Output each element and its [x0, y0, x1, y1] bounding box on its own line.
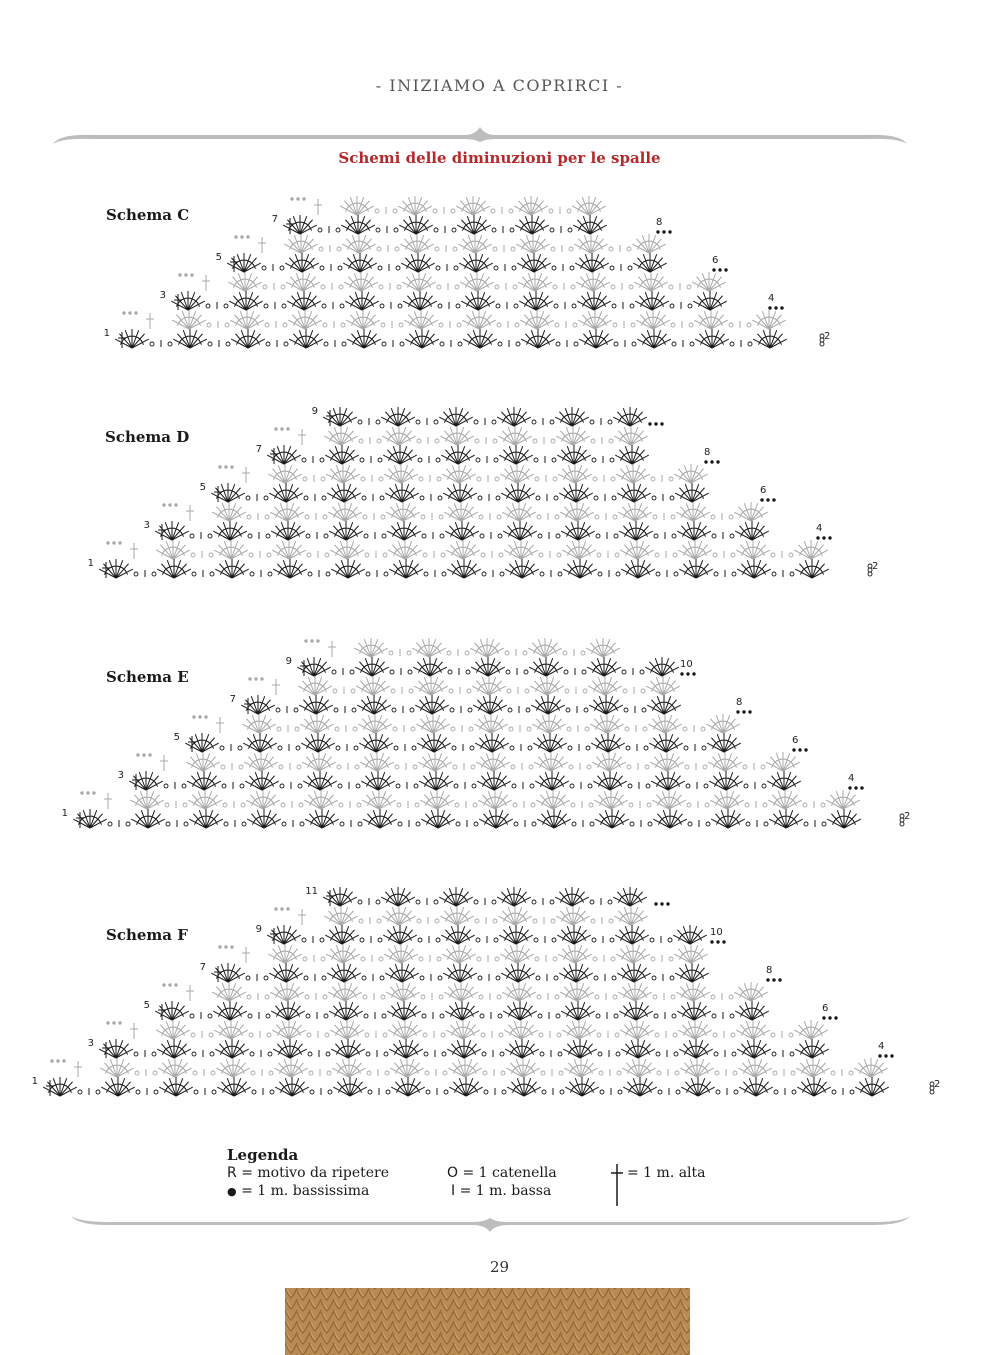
row-number-left: 11 — [305, 886, 318, 897]
page-header-title: - INIZIAMO A COPRIRCI - — [375, 76, 624, 95]
row-number-right: 6 — [792, 735, 799, 746]
row-number-right: 4 — [878, 1041, 885, 1052]
chart-row — [122, 310, 785, 329]
legend — [227, 1146, 747, 1211]
chart-row — [50, 1058, 887, 1077]
schema-d-chart — [0, 398, 999, 590]
row-number-right: 2 — [904, 811, 911, 822]
row-number-left: 3 — [143, 520, 150, 531]
schema-e-label: Schema E — [106, 668, 189, 686]
chart-row — [106, 540, 827, 559]
legend-item-chain — [447, 1165, 557, 1181]
legend-item-single-crochet — [451, 1183, 551, 1199]
chart-row — [274, 426, 647, 445]
chart-row — [129, 771, 863, 790]
legend-symbol-dot: ● — [227, 1185, 237, 1198]
legend-item-slip-stitch — [227, 1183, 369, 1199]
row-number-left: 1 — [61, 808, 68, 819]
row-number-left: 1 — [103, 328, 110, 339]
row-number-right: 8 — [766, 965, 773, 976]
legend-text-slip-stitch: = 1 m. bassissima — [241, 1183, 370, 1199]
chart-row — [106, 1020, 827, 1039]
chart-row — [290, 196, 605, 215]
legend-text-repeat: = motivo da ripetere — [241, 1165, 390, 1181]
row-number-right: 6 — [822, 1003, 829, 1014]
row-number-left: 3 — [159, 290, 166, 301]
schema-c-chart — [0, 178, 999, 358]
row-number-left: 3 — [117, 770, 124, 781]
chart-row — [115, 329, 787, 348]
chart-row — [185, 733, 807, 752]
row-number-right: 4 — [768, 293, 775, 304]
chart-row — [248, 676, 679, 695]
row-number-right: 8 — [656, 217, 663, 228]
row-number-left: 5 — [173, 732, 180, 743]
legend-text-double-crochet: = 1 m. alta — [627, 1165, 706, 1181]
row-number-right: 2 — [824, 331, 831, 342]
row-number-left: 5 — [143, 1000, 150, 1011]
chart-row — [162, 982, 767, 1001]
legend-symbol-o: O — [447, 1165, 459, 1181]
chart-row — [283, 215, 671, 234]
chart-row — [323, 887, 669, 906]
chart-row — [99, 559, 829, 578]
row-number-left: 9 — [285, 656, 292, 667]
chart-row — [73, 809, 861, 828]
chart-row — [218, 464, 707, 483]
legend-item-repeat — [227, 1165, 389, 1181]
legend-item-double-crochet — [627, 1165, 706, 1181]
row-number-left: 5 — [215, 252, 222, 263]
row-number-right: 10 — [680, 659, 693, 670]
chart-row — [267, 445, 719, 464]
legend-text-single-crochet: = 1 m. bassa — [459, 1183, 552, 1199]
legend-text-chain: = 1 catenella — [462, 1165, 557, 1181]
row-number-right: 2 — [872, 561, 879, 572]
row-number-right: 10 — [710, 927, 723, 938]
top-divider — [50, 124, 910, 152]
schema-f-label: Schema F — [106, 926, 188, 944]
chart-row — [267, 925, 725, 944]
row-number-left: 1 — [87, 558, 94, 569]
chart-row — [80, 790, 859, 809]
chart-row — [274, 906, 647, 925]
chart-row — [211, 483, 775, 502]
knit-texture-image — [285, 1288, 690, 1355]
chart-row — [162, 502, 767, 521]
legend-symbol-i: I — [451, 1183, 456, 1199]
chart-row — [323, 407, 663, 426]
row-number-left: 9 — [311, 406, 318, 417]
row-number-right: 2 — [934, 1079, 941, 1090]
chart-row — [218, 944, 707, 963]
chart-row — [178, 272, 725, 291]
row-number-right: 8 — [704, 447, 711, 458]
chart-row — [234, 234, 665, 253]
row-number-left: 7 — [271, 214, 278, 225]
chart-row — [211, 963, 781, 982]
row-number-left: 9 — [255, 924, 262, 935]
row-number-right: 4 — [848, 773, 855, 784]
bottom-divider — [68, 1212, 913, 1234]
double-crochet-icon — [607, 1162, 627, 1208]
row-number-left: 7 — [199, 962, 206, 973]
chart-row — [304, 638, 619, 657]
chart-row — [136, 752, 799, 771]
schema-f-chart — [0, 876, 999, 1106]
row-number-left: 5 — [199, 482, 206, 493]
row-number-left: 1 — [31, 1076, 38, 1087]
chart-row — [297, 657, 695, 676]
schema-d-label: Schema D — [105, 428, 190, 446]
schema-e-chart — [0, 630, 999, 840]
row-number-left: 7 — [255, 444, 262, 455]
chart-row — [192, 714, 739, 733]
row-number-right: 4 — [816, 523, 823, 534]
row-number-right: 8 — [736, 697, 743, 708]
row-number-right: 6 — [712, 255, 719, 266]
chart-row — [43, 1077, 889, 1096]
legend-title: Legenda — [227, 1146, 299, 1164]
section-title: Schemi delle diminuzioni per le spalle — [338, 149, 661, 167]
chart-row — [155, 1001, 837, 1020]
row-number-left: 7 — [229, 694, 236, 705]
row-number-right: 6 — [760, 485, 767, 496]
chart-row — [99, 1039, 893, 1058]
chart-row — [227, 253, 727, 272]
row-number-left: 3 — [87, 1038, 94, 1049]
schema-c-label: Schema C — [106, 206, 190, 224]
page-number: 29 — [489, 1258, 510, 1276]
legend-symbol-r: R — [227, 1165, 237, 1181]
chart-row — [241, 695, 751, 714]
chart-row — [155, 521, 831, 540]
chart-row — [171, 291, 783, 310]
